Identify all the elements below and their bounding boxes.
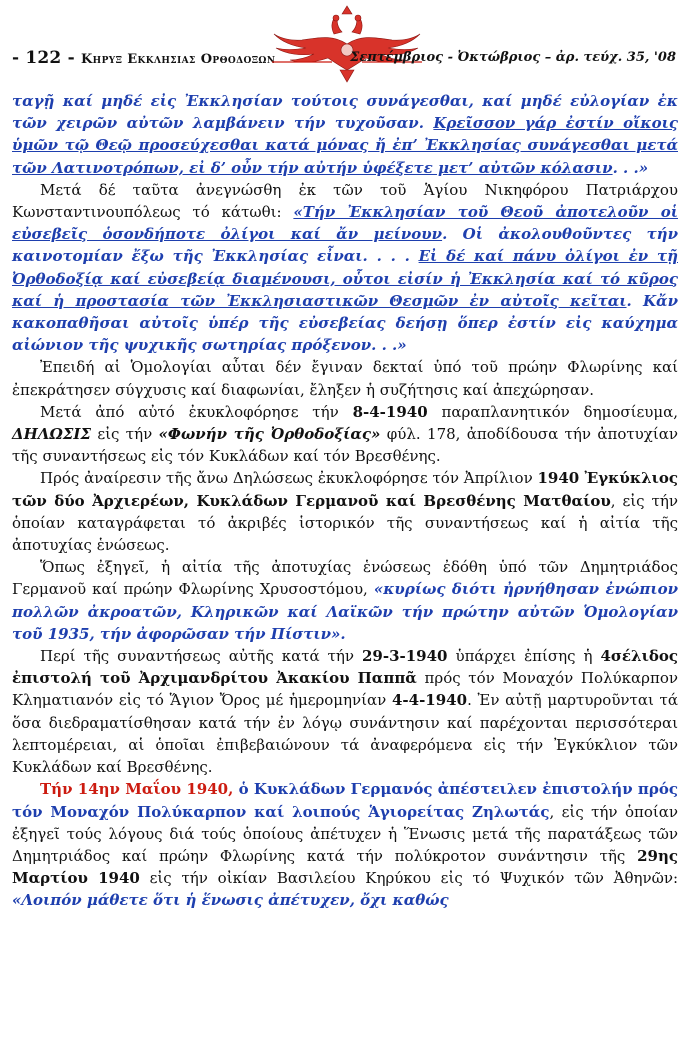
body-text: Μετά ἀπό αὐτό ἐκυκλοφόρησε τήν — [40, 402, 353, 421]
quote-text: «Λοιπόν μάθετε ὅτι ἡ ἕνωσις ἀπέτυχεν, ὄχι καθώς — [12, 891, 449, 910]
date-bold: 4-4-1940 — [391, 691, 468, 710]
year-bold: 1940 — [537, 469, 580, 488]
article-body — [0, 90, 682, 912]
paragraph-4 — [0, 401, 682, 468]
body-text: πρός τόν Μοναχόν Πολύκαρπον Κληματιανόν εἰς τό Ἅγιον Ὄρος μέ ἡμερομηνίαν — [12, 669, 678, 710]
newspaper-title: «Φωνήν τῆς Ὀρθοδοξίας» — [158, 425, 381, 444]
page-header — [0, 0, 682, 88]
paragraph-5 — [0, 467, 682, 556]
body-text: εἰς τήν οἰκίαν Βασιλείου Κηρύκου εἰς τό Ψυχικόν τῶν Ἀθηνῶν: — [139, 869, 678, 888]
letter-title: 4σέλιδος ἐπιστολή τοῦ Ἀρχιμανδρίτου Ἀκακίου Παππᾶ — [12, 647, 678, 688]
paragraph-2 — [0, 179, 682, 357]
quote-underlined: Κρεῖσσον γάρ ἐστίν οἴκοις ὑμῶν τῷ Θεῷ προσεύχεσθαι κατά μόνας ἤ ἐπ’ Ἐκκλησίας συνάγεσθαι μετά τῶν Λατινοτρόπων, εἰ δ’ οὖν τήν αὐτήν ὑφέξετε μετ’ αὐτῶν κόλασιν — [12, 114, 678, 177]
declaration-title: ΔΗΛΩΣΙΣ — [12, 425, 92, 444]
body-text: , εἰς τήν ὁποίαν καταγράφεται τό ἀκριβές ἱστορικόν τῆς συναντήσεως καί ἡ αἰτία τῆς ἀποτυχίας ἑνώσεως. — [12, 491, 678, 555]
body-text: ὑπάρχει ἐπίσης ἡ — [447, 647, 601, 666]
body-text: Περί τῆς συναντήσεως αὐτῆς κατά τήν — [40, 647, 362, 666]
date-bold: 29-3-1940 — [361, 647, 448, 666]
quote-underlined: «Τήν Ἐκκλησίαν τοῦ Θεοῦ ἀποτελοῦν οἱ εὐσεβεῖς ὁσονδήποτε ὀλίγοι καί ἄν μείνουν — [12, 203, 678, 244]
body-text: φύλ. 178, ἀποδίδουσα τήν ἀποτυχίαν τῆς συναντήσεως εἰς τόν Κυκλάδων καί τόν Βρεσθένης. — [12, 425, 679, 466]
quote-text: «κυρίως διότι ἠρνήθησαν ἐνώπιον πολλῶν ἀκροατῶν, Κληρικῶν καί Λαϊκῶν τήν πρώτην αὐτῶν Ὁμολογίαν τοῦ 1935, τήν ἀφορῶσαν τήν Πίστιν». — [12, 580, 678, 643]
date-bold: 29ης Μαρτίου 1940 — [12, 846, 678, 888]
body-text: εἰς τήν — [91, 425, 159, 444]
quote-text: . . .» — [612, 158, 649, 177]
page-number: - 122 - — [12, 48, 75, 68]
paragraph-7 — [0, 645, 682, 778]
paragraph-1 — [0, 90, 682, 179]
paragraph-3: Ἐπειδή αἱ Ὁμολογίαι αὗται δέν ἔγιναν δεκταί ὑπό τοῦ πρώην Φλωρίνης καί ἐπεκράτησεν σύγχυσις καί διαφωνίαι, ἔληξεν ἡ συζήτησις καί ἀπεχώρησαν. — [12, 358, 678, 399]
body-text: Πρός ἀναίρεσιν τῆς ἄνω Δηλώσεως ἐκυκλοφόρησε τόν Ἀπρίλιον — [40, 469, 538, 488]
paragraph-6 — [0, 556, 682, 645]
journal-title: Κηρυξ Εκκλησιας Ορθοδοξων — [80, 52, 276, 67]
letter-highlight: ὁ Κυκλάδων Γερμανός ἀπέστειλεν ἐπιστολήν πρός τόν Μοναχόν Πολύκαρπον καί λοιπούς Ἁγιορείτας Ζηλωτάς — [12, 780, 678, 821]
double-headed-eagle-icon — [272, 4, 422, 84]
body-text: παραπλανητικόν δημοσίευμα, — [427, 402, 679, 421]
quote-text: . Κἄν κακοπαθῆσαι αὐτοῖς ὑπέρ τῆς εὐσεβείας δεήσῃ ὅπερ ἐστίν εἰς καύχημα αἰώνιον τῆς ψυχικῆς σωτηρίας πρόξενον. . .» — [12, 291, 678, 355]
paragraph-8 — [0, 778, 682, 911]
issue-info: Σεπτέμβριος - Ὀκτώβριος – ἀρ. τεύχ. 35, '08 — [350, 50, 676, 65]
quote-text: ταγῇ καί μηδέ εἰς Ἐκκλησίαν τούτοις συνάγεσθαι, καί μηδέ εὐλογίαν ἐκ τῶν χειρῶν αὐτῶν λαμβάνειν τήν τυχοῦσαν. — [12, 92, 678, 133]
body-text: , εἰς τήν ὁποίαν ἐξηγεῖ τούς λόγους διά τούς ὁποίους ἀπέτυχεν ἡ Ἕνωσις μετά τῆς παρατάξεως τῶν Δημητριάδος καί πρώην Φλωρίνης κατά τήν πολύκροτον συνάντησιν τῆς — [12, 802, 678, 865]
body-text: Μετά δέ ταῦτα ἀνεγνώσθη ἐκ τῶν τοῦ Ἁγίου Νικηφόρου Πατριάρχου Κωνσταντινουπόλεως τό κάτωθι: — [12, 180, 678, 222]
quote-text: . Οἱ ἀκολουθοῦντες τήν καινοτομίαν ἔξω τῆς Ἐκκλησίας εἶναι. . . . — [12, 225, 678, 266]
date-bold: 8-4-1940 — [352, 402, 428, 421]
date-red: Τήν 14ην Μαΐου 1940, — [40, 780, 234, 799]
header-left — [12, 48, 275, 68]
body-text: Ὅπως ἐξηγεῖ, ἡ αἰτία τῆς ἀποτυχίας ἑνώσεως ἐδόθη ὑπό τῶν Δημητριάδος Γερμανοῦ καί πρώην Φλωρίνης Χρυσοστόμου, — [12, 558, 678, 599]
encyclical-title: Ἐγκύκλιος τῶν δύο Ἀρχιερέων, Κυκλάδων Γερμανοῦ καί Βρεσθένης Ματθαίου — [12, 469, 678, 510]
body-text: . Ἐν αὐτῇ μαρτυροῦνται τά ὅσα διεδραματίσθησαν κατά τήν ἐν λόγῳ συνάντησιν καί παρέχονται περισσότεραι λεπτομέρειαι, αἱ ὁποῖαι ἐπιβεβαιώνουν τά ἀναφερόμενα εἰς τήν Ἐγκύκλιον τῶν Κυκλάδων καί Βρεσθένης. — [12, 691, 678, 777]
quote-underlined: Εἰ δέ καί πάνυ ὀλίγοι ἐν τῇ Ὀρθοδοξίᾳ καί εὐσεβείᾳ διαμένουσι, οὗτοι εἰσίν ἡ Ἐκκλησία καί τό κῦρος καί ἡ προστασία τῶν Ἐκκλησιαστικῶν Θεσμῶν ἐν αὐτοῖς κεῖται — [12, 247, 678, 310]
